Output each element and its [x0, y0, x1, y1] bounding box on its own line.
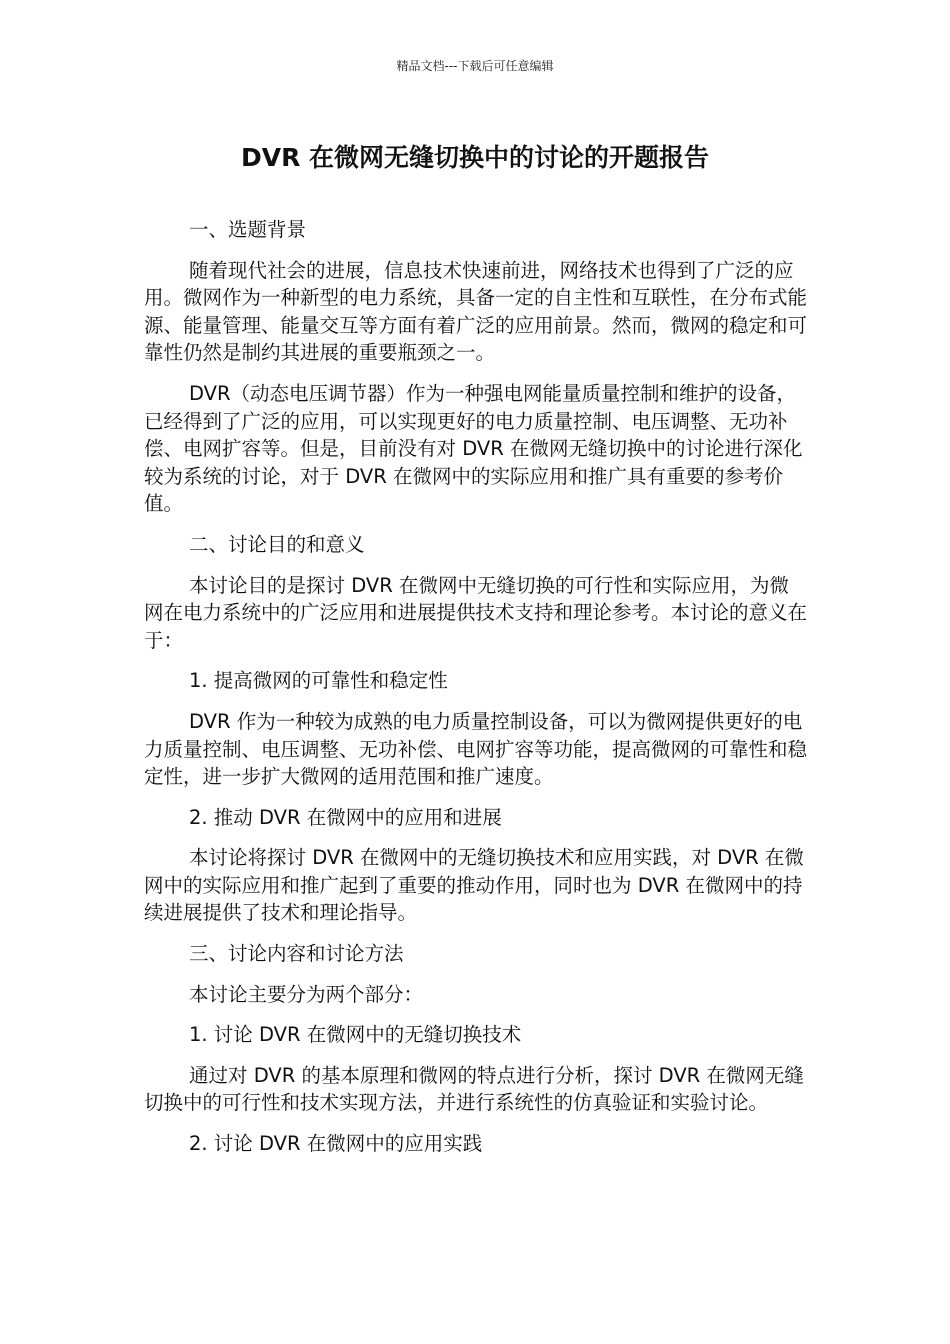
paragraph-reliability: DVR 作为一种较为成熟的电力质量控制设备，可以为微网提供更好的电力质量控制、电压调整、无功补偿、电网扩容等功能，提高微网的可靠性和稳定性，进一步扩大微网的适用范围和推广速度。	[144, 709, 808, 789]
paragraph-background-1: 随着现代社会的进展，信息技术快速前进，网络技术也得到了广泛的应用。微网作为一种新型的电力系统，具备一定的自主性和互联性，在分布式能源、能量管理、能量交互等方面有着广泛的应用前景。然而，微网的稳定和可靠性仍然是制约其进展的重要瓶颈之一。	[144, 258, 808, 365]
section-heading-purpose: 二、讨论目的和意义	[189, 532, 365, 556]
subheading-promotion: 2. 推动 DVR 在微网中的应用和进展	[189, 805, 502, 829]
document-title: DVR 在微网无缝切换中的讨论的开题报告	[240, 143, 710, 172]
section-heading-background: 一、选题背景	[189, 218, 307, 241]
paragraph-background-2: DVR（动态电压调节器）作为一种强电网能量质量控制和维护的设备，已经得到了广泛的应用，可以实现更好的电力质量控制、电压调整、无功补偿、电网扩容等。但是，目前没有对 DVR 在微网无缝切换中的讨论进行深化较为系统的讨论，对于 DVR 在微网中的实际应用和推广具有重要的参考价值。	[144, 381, 803, 516]
page-header-note: 精品文档---下载后可任意编辑	[396, 59, 554, 73]
paragraph-two-parts: 本讨论主要分为两个部分：	[189, 982, 424, 1006]
section-heading-content-methods: 三、讨论内容和讨论方法	[189, 942, 404, 966]
subheading-seamless-switching: 1. 讨论 DVR 在微网中的无缝切换技术	[189, 1023, 522, 1047]
subheading-reliability: 1. 提高微网的可靠性和稳定性	[189, 669, 448, 693]
paragraph-promotion: 本讨论将探讨 DVR 在微网中的无缝切换技术和应用实践，对 DVR 在微网中的实际应用和推广起到了重要的推动作用，同时也为 DVR 在微网中的持续进展提供了技术和理论指导。	[144, 846, 804, 925]
paragraph-seamless-switching: 通过对 DVR 的基本原理和微网的特点进行分析，探讨 DVR 在微网无缝切换中的可行性和技术实现方法，并进行系统性的仿真验证和实验讨论。	[144, 1063, 804, 1115]
paragraph-purpose: 本讨论目的是探讨 DVR 在微网中无缝切换的可行性和实际应用，为微网在电力系统中的广泛应用和进展提供技术支持和理论参考。本讨论的意义在于：	[144, 573, 808, 652]
document-body	[144, 216, 808, 1171]
subheading-application-practice: 2. 讨论 DVR 在微网中的应用实践	[189, 1132, 483, 1156]
